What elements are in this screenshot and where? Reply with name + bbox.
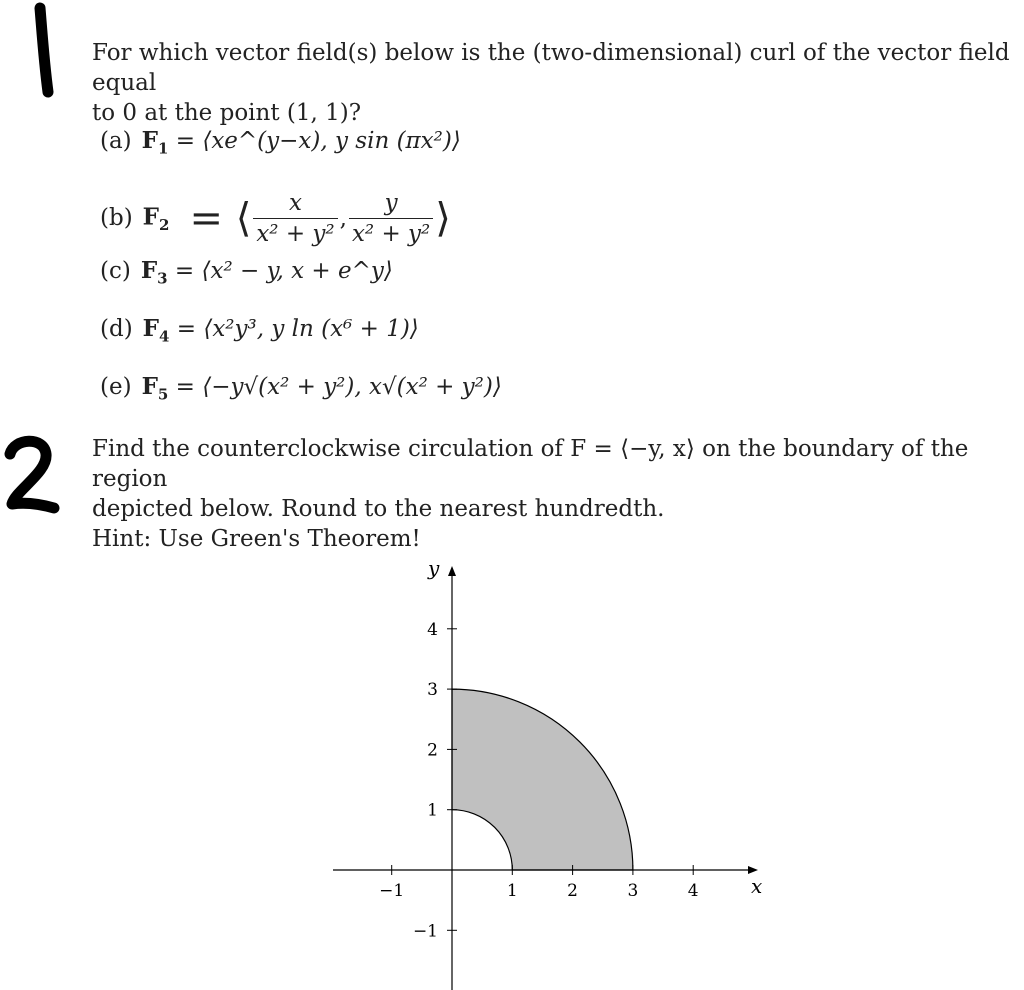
fraction-1-denominator: x² + y² (256, 221, 335, 247)
x-axis-label: x (751, 874, 763, 898)
field-name: F (140, 257, 158, 284)
option-label: (d) (100, 316, 133, 342)
problem-2-prompt-line1: Find the counterclockwise circulation of F = ⟨−y, x⟩ on the boundary of the region (92, 436, 969, 492)
option-label: (c) (100, 258, 131, 284)
annular-region (452, 689, 633, 870)
y-tick-label: 1 (427, 800, 438, 821)
option-label: (e) (100, 374, 132, 400)
y-tick-label: 2 (427, 740, 438, 761)
x-axis-arrow-icon (748, 866, 758, 874)
y-tick-label: 4 (427, 619, 438, 640)
problem-2-prompt-line2: depicted below. Round to the nearest hundredth. (92, 496, 665, 522)
field-subscript: 4 (159, 327, 170, 346)
x-tick-label: 3 (627, 881, 639, 901)
option-label: (b) (100, 204, 133, 231)
problem-1-prompt-line1: For which vector field(s) below is the (two-dimensional) curl of the vector field equal (92, 40, 1010, 96)
x-tick-label: 1 (506, 881, 518, 901)
option-b: (b) $F_2$ = ⟨ $\frac{x}{\text{x² + y²}}$ , $\frac{y}{\text{x² + y²}}$ ⟩ (100, 190, 451, 247)
option-label: (a) (100, 128, 132, 154)
field-expression: = ⟨−y√(x² + y²), x√(x² + y²)⟩ (175, 374, 502, 400)
y-tick-label: −1 (412, 921, 438, 942)
y-axis-arrow-icon (448, 566, 456, 576)
fraction-1-numerator: x (253, 188, 337, 219)
field-expression: = ⟨x²y³, y ln (x⁶ + 1)⟩ (176, 316, 419, 342)
problem-2-hint: Hint: Use Green's Theorem! (92, 526, 421, 552)
y-axis-label: y (428, 556, 440, 580)
field-subscript: 1 (158, 139, 169, 158)
field-expression: = ⟨xe^(y−x), y sin (πx²)⟩ (175, 128, 461, 154)
x-tick-label: −1 (379, 881, 405, 901)
field-name: F (141, 127, 159, 154)
y-tick-label: 3 (427, 680, 438, 701)
field-subscript: 3 (157, 269, 168, 288)
field-name: F (141, 373, 158, 400)
field-name: F (142, 315, 160, 342)
field-name: F (142, 203, 160, 231)
field-subscript: 5 (157, 385, 169, 404)
field-subscript: 2 (159, 216, 170, 235)
fraction-2-denominator: x² + y² (351, 221, 431, 247)
x-tick-label: 2 (567, 881, 579, 901)
x-tick-label: 4 (687, 881, 699, 901)
problem-1-prompt-line2: to 0 at the point (1, 1)? (92, 100, 362, 126)
fraction-2-numerator: y (349, 188, 433, 219)
field-expression: = ⟨x² − y, x + e^y⟩ (174, 258, 393, 284)
